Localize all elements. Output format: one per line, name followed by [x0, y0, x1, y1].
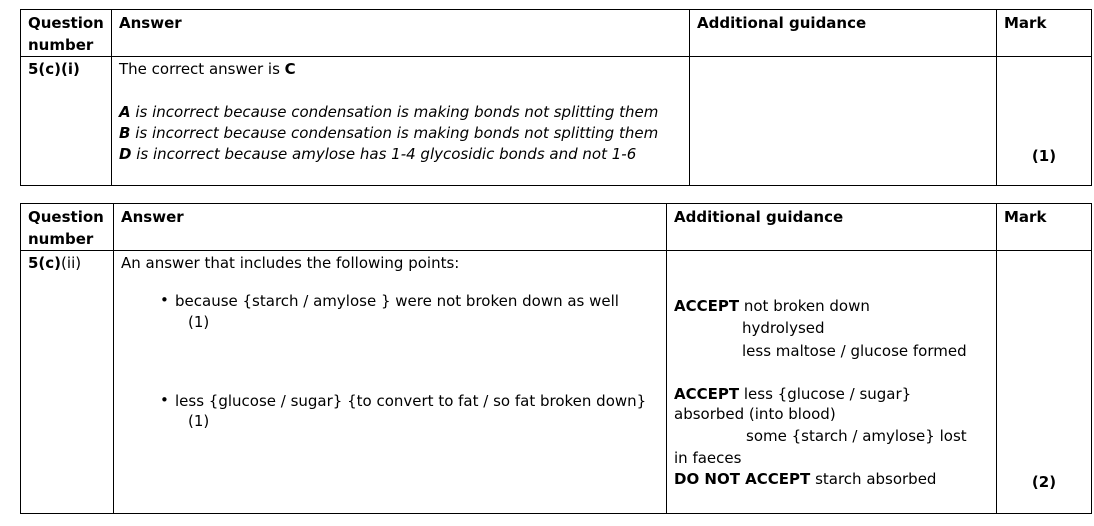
- accept-2-line-4: in faeces: [674, 449, 742, 467]
- answer-cell: [112, 57, 690, 186]
- header-mark: Mark: [997, 10, 1092, 57]
- question-number: 5(c)(ii): [28, 254, 82, 272]
- do-not-accept: DO NOT ACCEPT starch absorbed: [674, 470, 937, 488]
- header-guidance: Additional guidance: [667, 204, 997, 251]
- mark-value: (1): [1031, 147, 1057, 165]
- accept-1-line-3: less maltose / glucose formed: [742, 342, 967, 360]
- point-2-mark: (1): [188, 412, 210, 430]
- guidance-cell: [690, 57, 997, 186]
- point-2: less {glucose / sugar} {to convert to fat / so fat broken down}: [175, 392, 647, 410]
- question-number-cell: [21, 57, 112, 186]
- mark-value: (2): [1031, 473, 1057, 491]
- point-1: because {starch / amylose } were not broken down as well: [175, 292, 619, 310]
- guidance-cell: [667, 251, 997, 514]
- correct-answer-line: The correct answer is C: [119, 60, 296, 78]
- mark-cell: [997, 57, 1092, 186]
- answer-intro: An answer that includes the following points:: [121, 254, 460, 272]
- reason-a: A is incorrect because condensation is making bonds not splitting them: [119, 103, 659, 121]
- accept-2-line-2: absorbed (into blood): [674, 405, 836, 423]
- accept-2: ACCEPT less {glucose / sugar}: [674, 385, 912, 403]
- mark-scheme-table-5cii: [20, 203, 1092, 514]
- reason-b: B is incorrect because condensation is making bonds not splitting them: [119, 124, 659, 142]
- mark-scheme-table-5ci: [20, 9, 1092, 186]
- reason-d: D is incorrect because amylose has 1-4 glycosidic bonds and not 1-6: [119, 145, 637, 163]
- question-number: 5(c)(i): [28, 60, 80, 78]
- header-answer: Answer: [114, 204, 667, 251]
- accept-1: ACCEPT not broken down: [674, 297, 870, 315]
- header-mark: Mark: [997, 204, 1092, 251]
- question-number-cell: [21, 251, 114, 514]
- accept-2-line-3: some {starch / amylose} lost: [746, 427, 967, 445]
- bullet-icon: •: [160, 291, 169, 309]
- accept-1-line-2: hydrolysed: [742, 319, 825, 337]
- header-answer: Answer: [112, 10, 690, 57]
- bullet-icon: •: [160, 391, 169, 409]
- header-question-number: Question number: [21, 10, 112, 57]
- header-guidance: Additional guidance: [690, 10, 997, 57]
- answer-cell: [114, 251, 667, 514]
- header-question-number: Question number: [21, 204, 114, 251]
- point-1-mark: (1): [188, 313, 210, 331]
- mark-cell: [997, 251, 1092, 514]
